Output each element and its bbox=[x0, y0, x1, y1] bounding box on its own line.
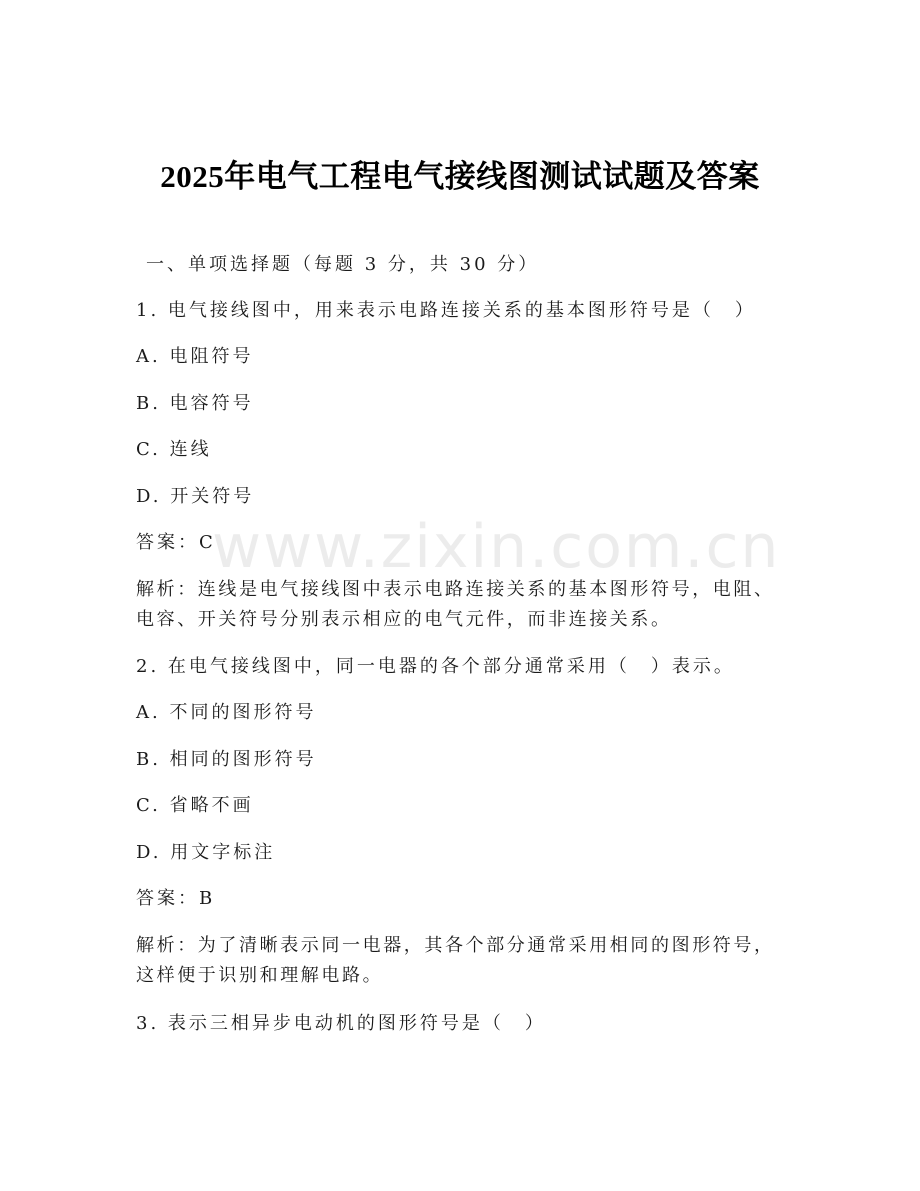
question-2-option-a: A. 不同的图形符号 bbox=[136, 702, 317, 723]
question-2-option-b: B. 相同的图形符号 bbox=[136, 749, 317, 770]
watermark: www.zixin.com.cn bbox=[212, 512, 781, 582]
page-title: 2025年电气工程电气接线图测试试题及答案 bbox=[160, 159, 760, 194]
question-2-analysis: 解析：为了清晰表示同一电器，其各个部分通常采用相同的图形符号，这样便于识别和理解电路。 bbox=[136, 935, 775, 986]
question-1-stem: 1. 电气接线图中，用来表示电路连接关系的基本图形符号是（ ） bbox=[136, 300, 756, 321]
question-2-option-d: D. 用文字标注 bbox=[136, 842, 276, 863]
question-2-stem: 2. 在电气接线图中，同一电器的各个部分通常采用（ ）表示。 bbox=[136, 656, 735, 677]
question-1-option-d: D. 开关符号 bbox=[136, 486, 255, 507]
question-1-option-c: C. 连线 bbox=[136, 439, 212, 460]
question-1-option-b: B. 电容符号 bbox=[136, 393, 254, 414]
question-1-analysis: 解析：连线是电气接线图中表示电路连接关系的基本图形符号，电阻、电容、开关符号分别表示相应的电气元件，而非连接关系。 bbox=[136, 579, 775, 630]
question-1-answer: 答案：C bbox=[136, 532, 216, 553]
question-2-option-c: C. 省略不画 bbox=[136, 795, 254, 816]
question-1-option-a: A. 电阻符号 bbox=[136, 346, 254, 367]
question-3-stem: 3. 表示三相异步电动机的图形符号是（ ） bbox=[136, 1013, 546, 1034]
section-heading: 一、单项选择题（每题 3 分，共 30 分） bbox=[146, 254, 540, 275]
question-2-answer: 答案：B bbox=[136, 888, 216, 909]
